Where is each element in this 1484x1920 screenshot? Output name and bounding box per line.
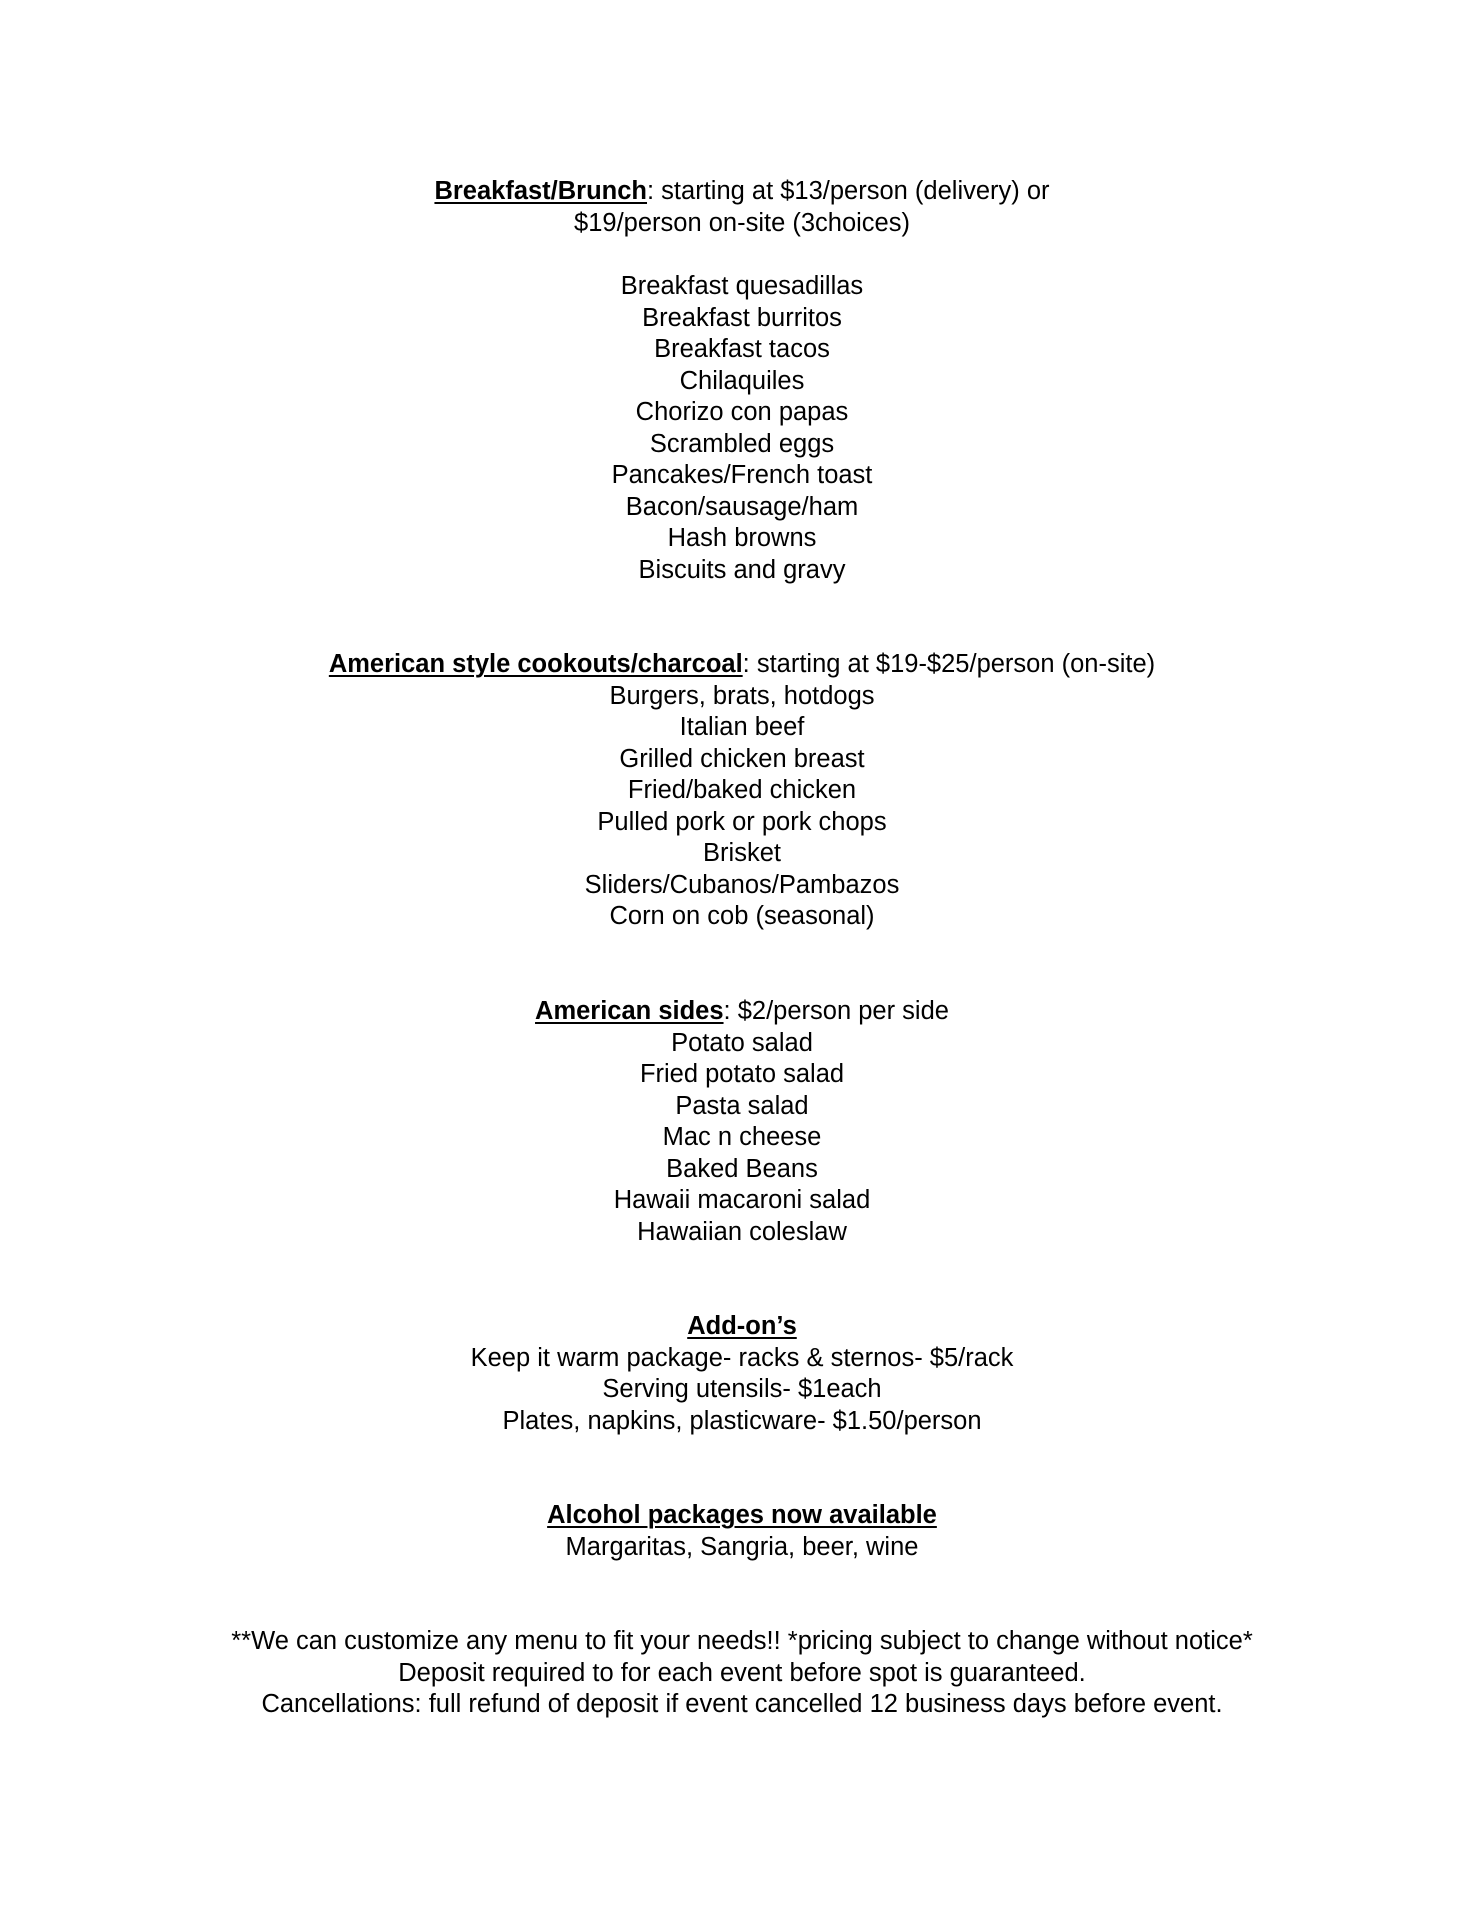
breakfast-item: Chilaquiles xyxy=(679,366,805,395)
cookouts-heading: American style cookouts/charcoal xyxy=(328,650,743,678)
cookout-item: Grilled chicken breast xyxy=(619,744,865,773)
breakfast-item: Bacon/sausage/ham xyxy=(625,492,859,521)
footer-note: Deposit required to for each event before spot is guaranteed. xyxy=(398,1658,1086,1687)
breakfast-item: Breakfast tacos xyxy=(654,335,830,363)
cookouts-heading-line xyxy=(0,648,1484,680)
cookout-item: Sliders/Cubanos/Pambazos xyxy=(584,870,900,899)
breakfast-pricing-line1: : starting at $13/person (delivery) or xyxy=(647,177,1050,205)
alcohol-heading: Alcohol packages now available xyxy=(547,1501,937,1529)
breakfast-item: Chorizo con papas xyxy=(635,398,849,426)
side-item: Potato salad xyxy=(671,1028,813,1057)
side-item: Fried potato salad xyxy=(639,1060,845,1088)
addon-item: Plates, napkins, plasticware- $1.50/person xyxy=(502,1407,982,1435)
breakfast-item: Breakfast burritos xyxy=(642,303,842,332)
footer-note: Cancellations: full refund of deposit if event cancelled 12 business days before event. xyxy=(261,1690,1223,1718)
cookout-item: Brisket xyxy=(703,839,781,867)
footer-note: **We can customize any menu to fit your needs!! *pricing subject to change without notice* xyxy=(231,1627,1253,1655)
breakfast-item: Hash browns xyxy=(667,524,817,552)
cookout-item: Burgers, brats, hotdogs xyxy=(609,681,875,710)
cookout-item: Fried/baked chicken xyxy=(627,776,857,804)
breakfast-item: Biscuits and gravy xyxy=(638,555,846,584)
cookout-item: Corn on cob (seasonal) xyxy=(609,902,875,930)
addon-item: Keep it warm package- racks & sternos- $5/rack xyxy=(470,1343,1014,1372)
sides-heading: American sides xyxy=(535,997,724,1025)
side-item: Hawaiian coleslaw xyxy=(637,1217,847,1246)
breakfast-heading-line xyxy=(0,175,1484,207)
breakfast-item: Pancakes/French toast xyxy=(611,461,873,489)
addons-heading-line xyxy=(0,1310,1484,1342)
breakfast-item: Breakfast quesadillas xyxy=(620,272,864,300)
addons-heading: Add-on’s xyxy=(687,1312,797,1340)
alcohol-heading-line xyxy=(0,1499,1484,1531)
sides-heading-line xyxy=(0,995,1484,1027)
side-item: Hawaii macaroni salad xyxy=(613,1186,871,1214)
alcohol-item: Margaritas, Sangria, beer, wine xyxy=(565,1533,919,1561)
breakfast-heading: Breakfast/Brunch xyxy=(434,177,648,205)
breakfast-pricing-line2: $19/person on-site (3choices) xyxy=(574,209,910,237)
cookout-item: Italian beef xyxy=(679,713,805,741)
side-item: Pasta salad xyxy=(675,1091,809,1120)
breakfast-item: Scrambled eggs xyxy=(649,429,835,458)
sides-pricing: : $2/person per side xyxy=(723,997,949,1025)
cookout-item: Pulled pork or pork chops xyxy=(597,807,887,836)
side-item: Mac n cheese xyxy=(662,1123,822,1151)
addon-item: Serving utensils- $1each xyxy=(602,1375,882,1403)
side-item: Baked Beans xyxy=(666,1154,818,1183)
cookouts-pricing: : starting at $19-$25/person (on-site) xyxy=(742,650,1156,678)
